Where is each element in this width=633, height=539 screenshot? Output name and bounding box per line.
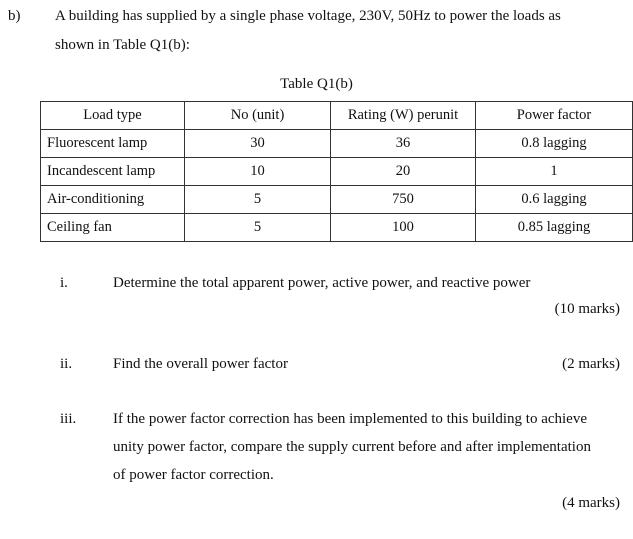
cell-rating: 100 — [331, 214, 476, 242]
cell-rating: 36 — [331, 130, 476, 158]
cell-load-type: Incandescent lamp — [41, 158, 185, 186]
subquestion-marks: (2 marks) — [562, 356, 620, 372]
cell-units: 5 — [185, 186, 331, 214]
cell-units: 30 — [185, 130, 331, 158]
load-table — [40, 101, 633, 242]
cell-rating: 20 — [331, 158, 476, 186]
intro-text-line-1: A building has supplied by a single phase voltage, 230V, 50Hz to power the loads as — [55, 8, 561, 24]
header-load-type: Load type — [41, 102, 185, 130]
cell-rating: 750 — [331, 186, 476, 214]
subquestion-text: Determine the total apparent power, active power, and reactive power — [113, 275, 531, 291]
table-row — [41, 186, 633, 214]
cell-power-factor: 0.8 lagging — [476, 130, 633, 158]
subquestion-marks: (4 marks) — [562, 495, 620, 511]
subquestion-number: ii. — [60, 356, 73, 372]
table-header-row — [41, 102, 633, 130]
cell-power-factor: 0.6 lagging — [476, 186, 633, 214]
cell-load-type: Ceiling fan — [41, 214, 185, 242]
table-row — [41, 130, 633, 158]
subquestion-text: Find the overall power factor — [113, 356, 288, 372]
subquestion-number: iii. — [60, 411, 77, 427]
subquestion-marks: (10 marks) — [554, 301, 620, 317]
cell-power-factor: 1 — [476, 158, 633, 186]
table-row — [41, 214, 633, 242]
subquestion-text-line-2: unity power factor, compare the supply current before and after implementation — [113, 439, 591, 455]
cell-units: 10 — [185, 158, 331, 186]
cell-load-type: Air-conditioning — [41, 186, 185, 214]
part-label: b) — [8, 8, 21, 24]
subquestion-number: i. — [60, 275, 68, 291]
intro-text-line-2: shown in Table Q1(b): — [55, 37, 190, 53]
header-units: No (unit) — [185, 102, 331, 130]
cell-load-type: Fluorescent lamp — [41, 130, 185, 158]
cell-power-factor: 0.85 lagging — [476, 214, 633, 242]
cell-units: 5 — [185, 214, 331, 242]
subquestion-text-line-3: of power factor correction. — [113, 467, 274, 483]
header-rating: Rating (W) perunit — [331, 102, 476, 130]
header-power-factor: Power factor — [476, 102, 633, 130]
table-caption: Table Q1(b) — [280, 76, 353, 92]
table-row — [41, 158, 633, 186]
subquestion-text-line-1: If the power factor correction has been implemented to this building to achieve — [113, 411, 588, 427]
